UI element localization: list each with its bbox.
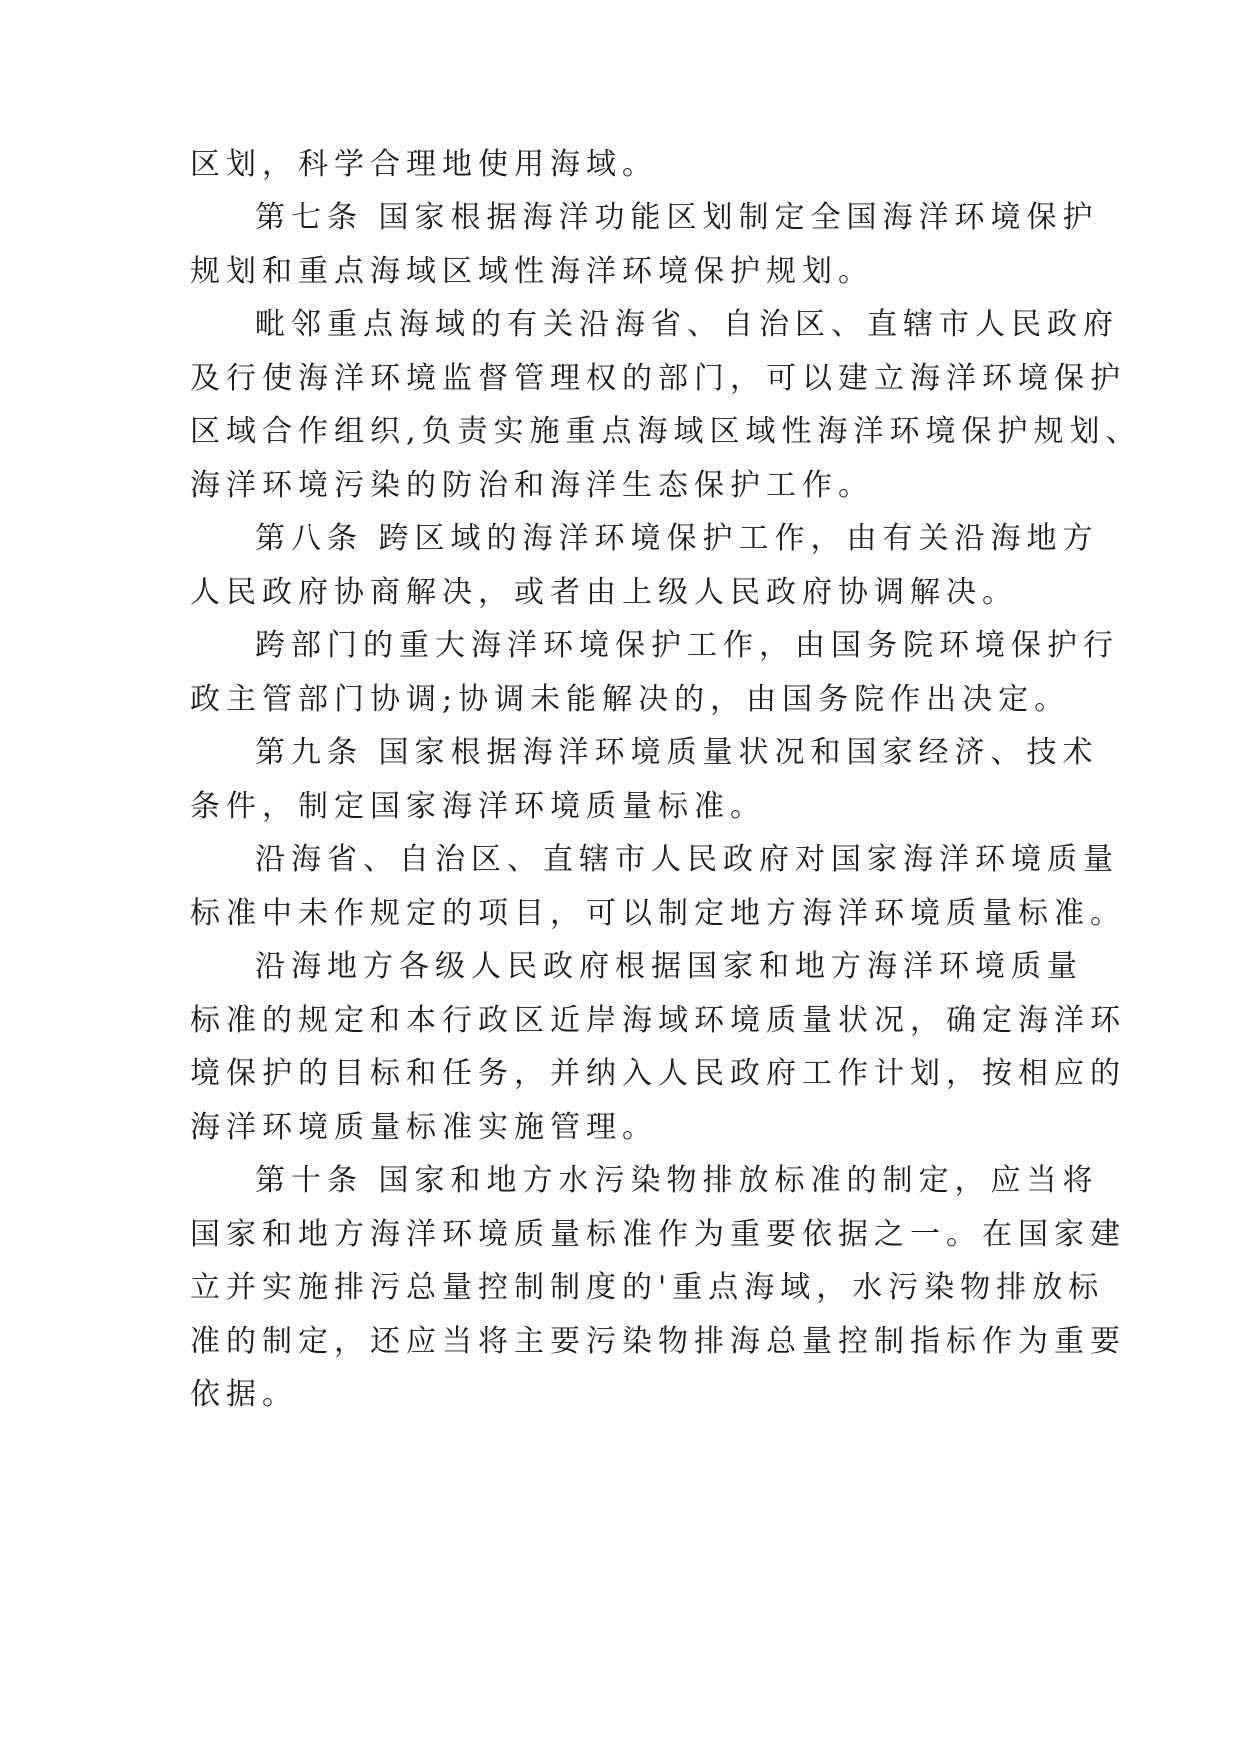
text-line: 海洋环境质量标准实施管理。 — [190, 1110, 658, 1145]
text-line: 第九条 国家根据海洋环境质量状况和国家经济、技术 — [255, 735, 1099, 770]
text-line: 国家和地方海洋环境质量标准作为重要依据之一。在国家建 — [190, 1217, 1126, 1252]
text-line: 毗邻重点海域的有关沿海省、自治区、直辖市人民政府 — [255, 307, 1119, 342]
text-line: 规划和重点海域区域性海洋环境保护规划。 — [190, 254, 874, 289]
text-line: 区划，科学合理地使用海域。 — [190, 147, 658, 182]
text-line: 沿海地方各级人民政府根据国家和地方海洋环境质量 — [255, 949, 1083, 984]
text-line: 依据。 — [190, 1377, 298, 1412]
text-line: 第十条 国家和地方水污染物排放标准的制定，应当将 — [255, 1163, 1099, 1198]
text-line: 及行使海洋环境监督管理权的部门，可以建立海洋环境保护 — [190, 361, 1126, 396]
text-line: 政主管部门协调;协调未能解决的，由国务院作出决定。 — [190, 682, 1071, 717]
text-line: 区域合作组织,负责实施重点海域区域性海洋环境保护规划、 — [190, 414, 1142, 449]
text-line: 海洋环境污染的防治和海洋生态保护工作。 — [190, 468, 874, 503]
text-line: 条件，制定国家海洋环境质量标准。 — [190, 789, 766, 824]
text-line: 准的制定，还应当将主要污染物排海总量控制指标作为重要 — [190, 1324, 1126, 1359]
text-line: 境保护的目标和任务，并纳入人民政府工作计划，按相应的 — [190, 1056, 1126, 1091]
text-line: 沿海省、自治区、直辖市人民政府对国家海洋环境质量 — [255, 842, 1119, 877]
text-line: 跨部门的重大海洋环境保护工作，由国务院环境保护行 — [255, 628, 1119, 663]
text-line: 第七条 国家根据海洋功能区划制定全国海洋环境保护 — [255, 200, 1099, 235]
text-line: 标准中未作规定的项目，可以制定地方海洋环境质量标准。 — [190, 896, 1126, 931]
text-line: 第八条 跨区域的海洋环境保护工作，由有关沿海地方 — [255, 521, 1099, 556]
text-line: 立并实施排污总量控制制度的'重点海域，水污染物排放标 — [190, 1270, 1105, 1305]
text-line: 人民政府协商解决，或者由上级人民政府协调解决。 — [190, 575, 1018, 610]
text-line: 标准的规定和本行政区近岸海域环境质量状况，确定海洋环 — [190, 1003, 1126, 1038]
